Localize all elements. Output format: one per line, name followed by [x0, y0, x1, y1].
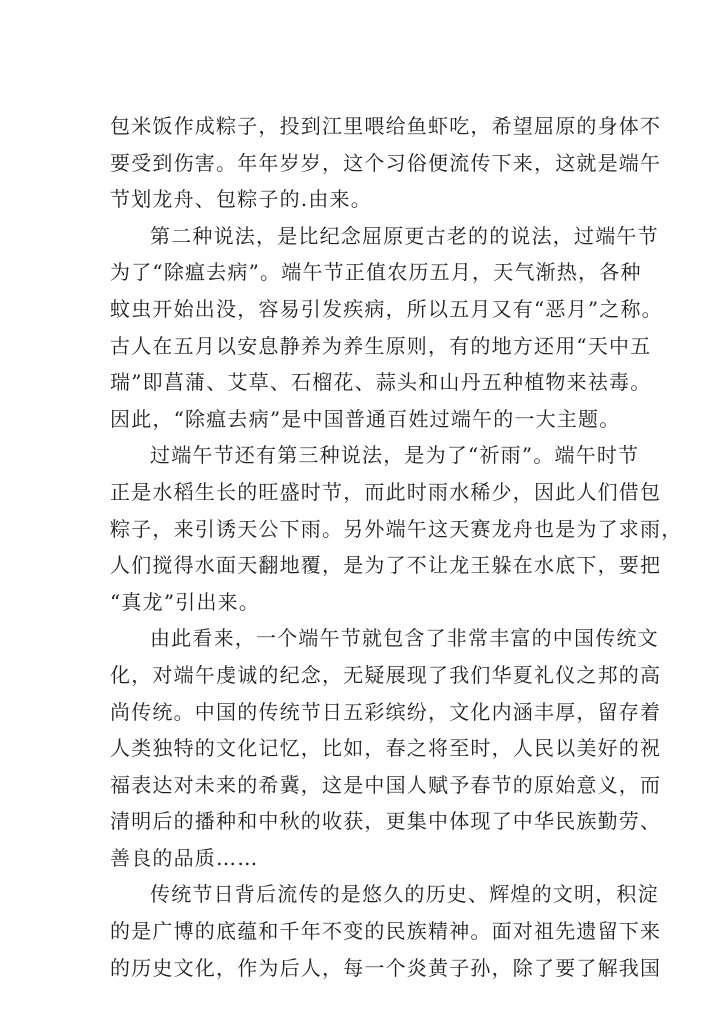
text-line: 正是水稻生长的旺盛时节，而此时雨水稀少，因此人们借包 — [110, 479, 662, 504]
text-line: 化，对端午虔诚的纪念，无疑展现了我们华夏礼仪之邦的高 — [110, 662, 662, 687]
text-line: 包米饭作成粽子，投到江里喂给鱼虾吃，希望屈原的身体不 — [110, 114, 662, 138]
document-body — [110, 108, 683, 986]
text-line: 的历史文化，作为后人，每一个炎黄子孙，除了要了解我国 — [110, 955, 662, 980]
text-line: 清明后的播种和中秋的收获，更集中体现了中华民族勤劳、 — [110, 809, 662, 834]
text-line: 蚊虫开始出没，容易引发疾病，所以五月又有“恶月”之称。 — [110, 296, 663, 321]
text-line: 尚传统。中国的传统节日五彩缤纷，文化内涵丰厚，留存着 — [110, 699, 662, 724]
text-line: 人类独特的文化记忆，比如，春之将至时，人民以美好的祝 — [110, 736, 662, 761]
text-line: 善良的品质…… — [110, 845, 259, 870]
text-line: 过端午节还有第三种说法，是为了“祈雨”。端午时节 — [150, 443, 640, 468]
text-line: 的是广博的底蕴和千年不变的民族精神。面对祖先遗留下来 — [110, 919, 662, 944]
text-line: 福表达对未来的希冀，这是中国人赋予春节的原始意义，而 — [110, 772, 662, 797]
text-line: 由此看来，一个端午节就包含了非常丰富的中国传统文 — [150, 626, 659, 651]
text-line: 传统节日背后流传的是悠久的历史、辉煌的文明，积淀 — [150, 882, 659, 907]
text-line: 人们搅得水面天翻地覆，是为了不让龙王躲在水底下，要把 — [110, 553, 662, 578]
text-line: 节划龙舟、包粽子的.由来。 — [110, 187, 372, 212]
text-line: 为了“除瘟去病”。端午节正值农历五月，天气渐热，各种 — [110, 260, 642, 285]
text-line: 第二种说法，是比纪念屈原更古老的的说法，过端午节 — [150, 223, 659, 248]
text-line: 古人在五月以安息静养为养生原则，有的地方还用“天中五 — [110, 333, 652, 358]
text-line: “真龙”引出来。 — [110, 589, 261, 614]
text-line: 因此，“除瘟去病”是中国普通百姓过端午的一大主题。 — [110, 406, 621, 431]
text-line: 粽子，来引诱天公下雨。另外端午这天赛龙舟也是为了求雨， — [110, 516, 683, 541]
text-line: 要受到伤害。年年岁岁，这个习俗便流传下来，这就是端午 — [110, 150, 662, 175]
text-line: 瑞”即菖蒲、艾草、石榴花、蒜头和山丹五种植物来祛毒。 — [110, 370, 652, 395]
